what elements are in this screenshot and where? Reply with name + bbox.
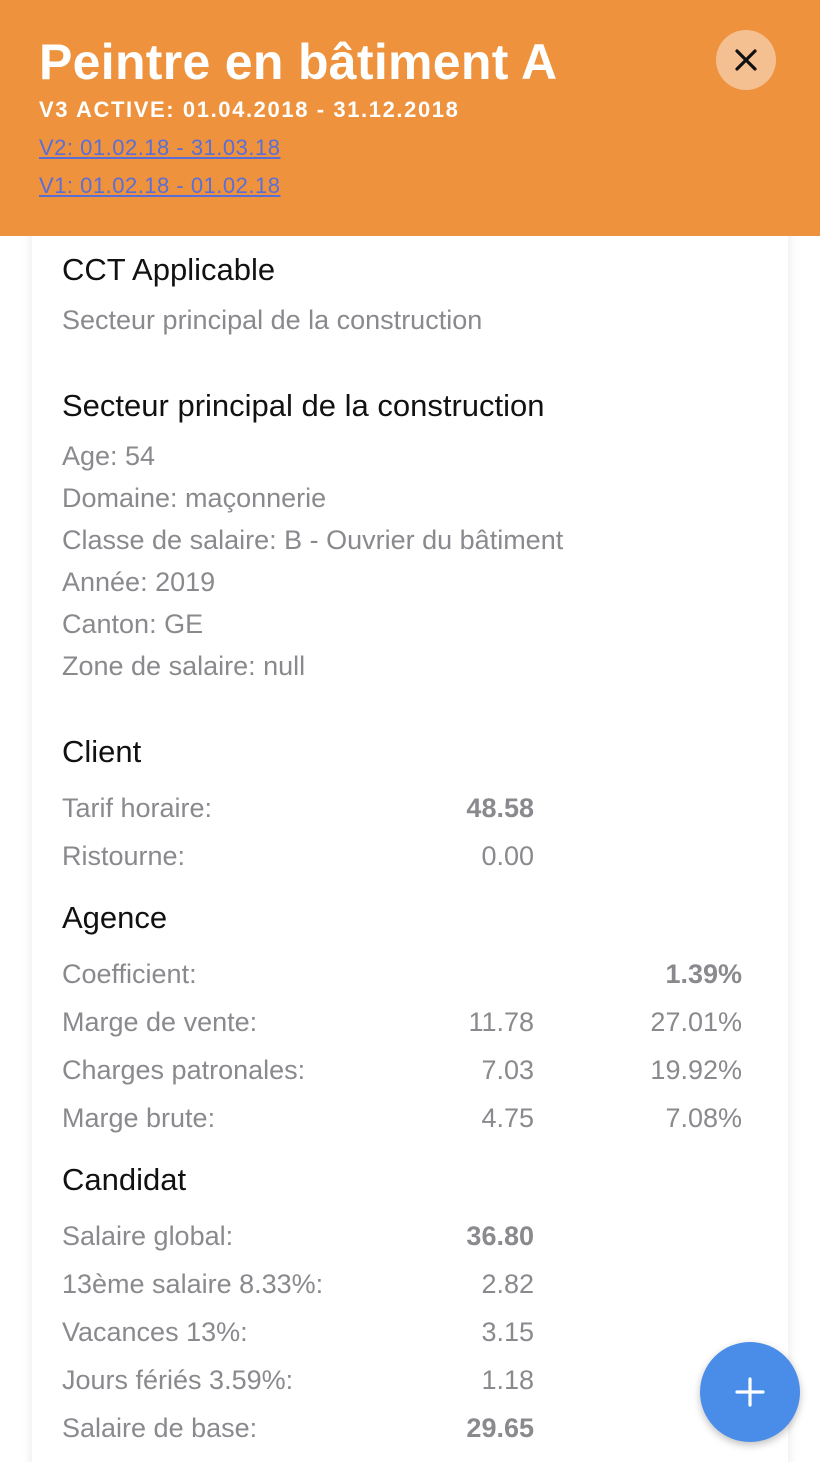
agence-charges-percent: 19.92%: [650, 1055, 742, 1085]
agence-coefficient-label: Coefficient:: [62, 959, 197, 989]
candidat-heading: Candidat: [62, 1162, 187, 1197]
version-link-v2[interactable]: V2: 01.02.18 - 31.03.18: [39, 135, 281, 160]
page-title: Peintre en bâtiment A: [39, 34, 558, 90]
agence-heading: Agence: [62, 900, 168, 935]
candidat-13eme-value: 2.82: [481, 1269, 534, 1299]
secteur-classe: Classe de salaire: B - Ouvrier du bâtiment: [62, 525, 564, 555]
details-card: [32, 200, 788, 1462]
candidat-salaire-global-value: 36.80: [466, 1221, 534, 1251]
candidat-salaire-base-value: 29.65: [466, 1413, 534, 1443]
client-tarif-value: 48.58: [466, 793, 534, 823]
plus-icon: [735, 1377, 765, 1407]
client-ristourne-value: 0.00: [481, 841, 534, 871]
version-link-v1[interactable]: V1: 01.02.18 - 01.02.18: [39, 173, 281, 198]
secteur-canton: Canton: GE: [62, 609, 204, 639]
cct-heading: CCT Applicable: [62, 252, 276, 287]
candidat-salaire-global-label: Salaire global:: [62, 1221, 234, 1251]
close-icon: [734, 48, 758, 72]
secteur-zone: Zone de salaire: null: [62, 651, 306, 681]
secteur-age: Age: 54: [62, 441, 156, 471]
cct-value: Secteur principal de la construction: [62, 305, 483, 335]
client-tarif-label: Tarif horaire:: [62, 793, 213, 823]
agence-charges-label: Charges patronales:: [62, 1055, 306, 1085]
agence-marge-brute-value: 4.75: [481, 1103, 534, 1133]
agence-marge-vente-value: 11.78: [468, 1007, 534, 1037]
agence-marge-brute-percent: 7.08%: [665, 1103, 742, 1133]
page-header: [0, 0, 820, 236]
secteur-annee: Année: 2019: [62, 567, 216, 597]
secteur-domaine: Domaine: maçonnerie: [62, 483, 327, 513]
active-version: V3 ACTIVE: 01.04.2018 - 31.12.2018: [39, 97, 460, 122]
candidat-vacances-value: 3.15: [481, 1317, 534, 1347]
client-heading: Client: [62, 734, 142, 769]
agence-charges-value: 7.03: [481, 1055, 534, 1085]
client-ristourne-label: Ristourne:: [62, 841, 186, 871]
agence-marge-vente-label: Marge de vente:: [62, 1007, 258, 1037]
secteur-heading: Secteur principal de la construction: [62, 388, 545, 423]
candidat-jours-feries-value: 1.18: [481, 1365, 534, 1395]
close-button[interactable]: [716, 30, 776, 90]
agence-marge-brute-label: Marge brute:: [62, 1103, 216, 1133]
agence-coefficient-percent: 1.39%: [665, 959, 742, 989]
agence-marge-vente-percent: 27.01%: [650, 1007, 742, 1037]
candidat-vacances-label: Vacances 13%:: [62, 1317, 248, 1347]
candidat-13eme-label: 13ème salaire 8.33%:: [62, 1269, 324, 1299]
candidat-jours-feries-label: Jours fériés 3.59%:: [62, 1365, 294, 1395]
candidat-salaire-base-label: Salaire de base:: [62, 1413, 258, 1443]
add-button[interactable]: [700, 1342, 800, 1442]
